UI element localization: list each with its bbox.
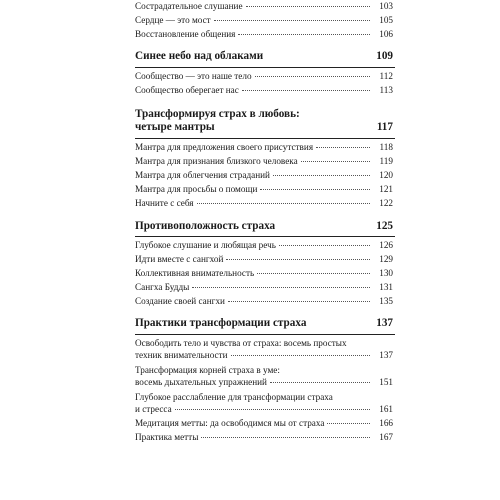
chapter-title: Синее небо над облаками xyxy=(135,50,264,62)
chapter-title-line-2: четыре мантры xyxy=(135,121,215,133)
toc-entry[interactable] xyxy=(135,282,395,294)
chapter-page: 117 xyxy=(376,121,393,133)
leader-dots xyxy=(270,382,370,383)
entry-title: Мантра для признания близкого человека xyxy=(135,156,298,166)
entry-title: Идти вместе с сангхой xyxy=(135,254,224,264)
chapter-page: 109 xyxy=(376,50,393,62)
chapter-title: Противоположность страха xyxy=(135,220,276,232)
leader-dots xyxy=(273,175,370,176)
toc-entry[interactable] xyxy=(135,296,395,308)
toc-entry[interactable] xyxy=(135,156,395,168)
entry-title-line-2: восемь дыхательных упражнений xyxy=(135,376,267,387)
chapter-heading[interactable] xyxy=(135,108,395,134)
entry-title-line-1: Освободить тело и чувства от страха: восемь простых xyxy=(135,338,347,348)
chapter-title: Практики трансформации страха xyxy=(135,317,307,329)
entry-page: 103 xyxy=(379,1,393,11)
chapter-page: 125 xyxy=(376,220,393,232)
toc-entry[interactable] xyxy=(135,338,395,361)
entry-title: Мантра для просьбы о помощи xyxy=(135,184,258,194)
entry-title: Сердце — это мост xyxy=(135,15,211,25)
leader-dots xyxy=(260,189,370,190)
leader-dots xyxy=(228,301,370,302)
entry-page: 121 xyxy=(379,184,393,194)
leader-dots xyxy=(238,34,370,35)
toc-entry[interactable] xyxy=(135,85,395,97)
toc-entry[interactable] xyxy=(135,170,395,182)
entry-title: Создание своей сангхи xyxy=(135,296,225,306)
entry-title: Глубокое слушание и любящая речь xyxy=(135,240,276,250)
leader-dots xyxy=(255,76,370,77)
entry-title: Сострадательное слушание xyxy=(135,1,243,11)
entry-page: 130 xyxy=(379,268,393,278)
toc-entry[interactable] xyxy=(135,15,395,27)
entry-title: Практика метты xyxy=(135,432,199,442)
leader-dots xyxy=(214,20,370,21)
chapter-heading[interactable] xyxy=(135,50,395,63)
entry-page: 120 xyxy=(379,170,393,180)
leader-dots xyxy=(246,6,370,7)
entry-page: 113 xyxy=(379,85,393,95)
entry-title: Мантра для предложения своего присутствия xyxy=(135,142,314,152)
entry-title-line-2: техник внимательности xyxy=(135,349,228,360)
chapter-heading[interactable] xyxy=(135,317,395,330)
leader-dots xyxy=(197,203,370,204)
entry-page: 118 xyxy=(379,142,393,152)
entry-page: 166 xyxy=(379,418,393,428)
toc-entry[interactable] xyxy=(135,240,395,252)
entry-title: Сообщество — это наше тело xyxy=(135,71,252,81)
entry-page: 167 xyxy=(379,432,393,442)
toc-entry[interactable] xyxy=(135,268,395,280)
leader-dots xyxy=(257,273,370,274)
entry-title: Сангха Будды xyxy=(135,282,190,292)
entry-page: 129 xyxy=(379,254,393,264)
toc-entry[interactable] xyxy=(135,29,395,41)
leader-dots xyxy=(175,409,370,410)
entry-title-line-1: Трансформация корней страха в уме: xyxy=(135,365,280,375)
chapter-divider xyxy=(135,334,395,335)
entry-title: Коллективная внимательность xyxy=(135,268,255,278)
toc-entry[interactable] xyxy=(135,184,395,196)
leader-dots xyxy=(279,245,370,246)
entry-title: Восстановление общения xyxy=(135,29,236,39)
toc-entry[interactable] xyxy=(135,71,395,83)
entry-title: Медитация метты: да освободимся мы от страха xyxy=(135,418,325,428)
leader-dots xyxy=(192,287,370,288)
entry-page: 112 xyxy=(379,71,393,81)
toc-entry[interactable] xyxy=(135,142,395,154)
chapter-page: 137 xyxy=(376,317,393,329)
toc-entry[interactable] xyxy=(135,1,395,13)
chapter-title-line-1: Трансформируя страх в любовь: xyxy=(135,108,300,120)
entry-title-line-2: и стресса xyxy=(135,403,172,414)
table-of-contents xyxy=(135,0,395,500)
leader-dots xyxy=(231,355,370,356)
entry-page: 122 xyxy=(379,198,393,208)
entry-page: 105 xyxy=(379,15,393,25)
entry-page: 151 xyxy=(379,376,393,387)
entry-title: Сообщество оберегает нас xyxy=(135,85,239,95)
leader-dots xyxy=(327,423,370,424)
leader-dots xyxy=(316,147,370,148)
chapter-divider xyxy=(135,67,395,68)
toc-entry[interactable] xyxy=(135,418,395,430)
entry-title-line-1: Глубокое расслабление для трансформации страха xyxy=(135,392,333,402)
leader-dots xyxy=(242,90,370,91)
toc-entry[interactable] xyxy=(135,198,395,210)
entry-page: 161 xyxy=(379,403,393,414)
entry-page: 137 xyxy=(379,349,393,360)
chapter-divider xyxy=(135,138,395,139)
entry-page: 119 xyxy=(379,156,393,166)
entry-title: Мантра для облегчения страданий xyxy=(135,170,270,180)
toc-entry[interactable] xyxy=(135,392,395,415)
entry-title: Начните с себя xyxy=(135,198,194,208)
toc-entry[interactable] xyxy=(135,254,395,266)
leader-dots xyxy=(301,161,370,162)
leader-dots xyxy=(201,437,370,438)
chapter-divider xyxy=(135,236,395,237)
entry-page: 135 xyxy=(379,296,393,306)
entry-page: 126 xyxy=(379,240,393,250)
toc-entry[interactable] xyxy=(135,432,395,444)
chapter-heading[interactable] xyxy=(135,220,395,233)
entry-page: 106 xyxy=(379,29,393,39)
toc-entry[interactable] xyxy=(135,365,395,388)
leader-dots xyxy=(226,259,370,260)
entry-page: 131 xyxy=(379,282,393,292)
